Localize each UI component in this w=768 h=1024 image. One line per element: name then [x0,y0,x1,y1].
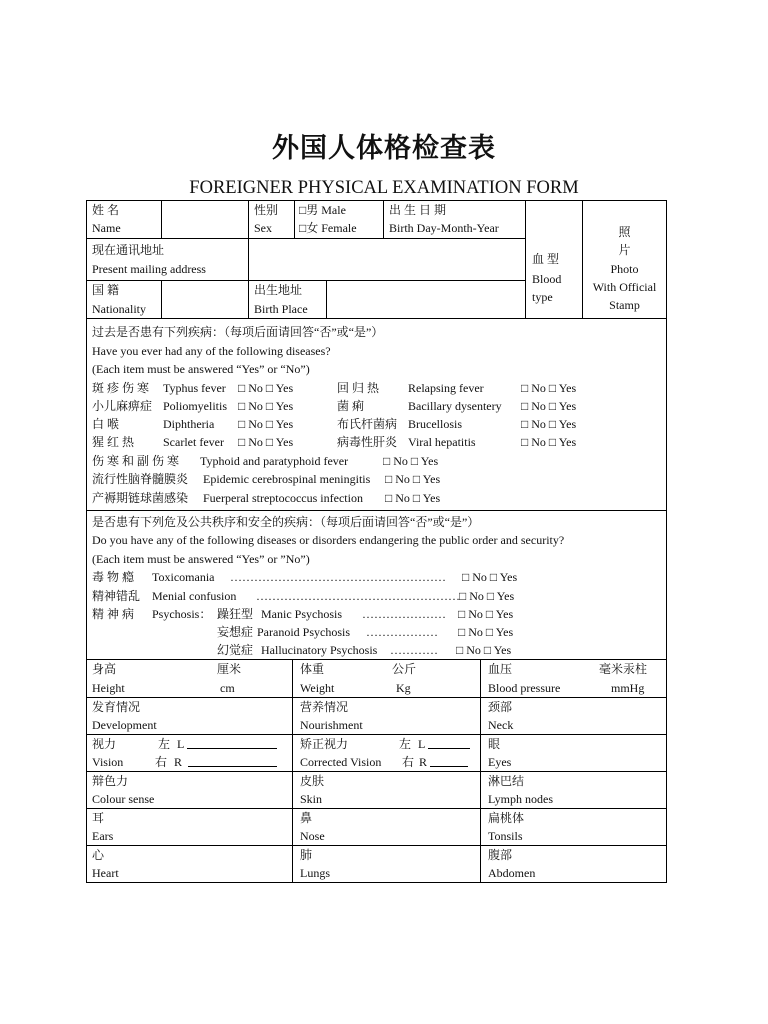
disease-answer-checkbox[interactable]: □ No □ Yes [238,381,294,395]
disease-answer-checkbox[interactable]: □ No □ Yes [521,381,577,395]
skin-label-cn: 皮肤 [300,774,325,788]
corrected-left-cn: 左 [399,737,412,751]
menial-label-cn: 精神错乱 [92,589,141,603]
disease-label-en: Viral hepatitis [408,435,476,449]
leader-dots: ……………………………………………… [230,570,446,584]
neck-label-cn: 颈部 [488,700,513,714]
eyes-label-cn: 眼 [488,737,501,751]
paranoid-label-en: Paranoid Psychosis [257,625,350,639]
paranoid-label-cn: 妄想症 [217,625,254,639]
weight-unit-cn: 公斤 [392,662,417,676]
colour-sense-label-cn: 辩色力 [92,774,129,788]
heart-label-cn: 心 [92,848,105,862]
toxicomania-label-en: Toxicomania [152,570,215,584]
disease-answer-checkbox[interactable]: □ No □ Yes [521,417,577,431]
puerperal-answer-checkbox[interactable]: □ No □ Yes [385,491,441,505]
meningitis-label-cn: 流行性脑脊髓膜炎 [92,472,189,486]
height-unit-cn: 厘米 [217,662,242,676]
halluc-label-cn: 幻觉症 [217,643,254,657]
lymph-label-en: Lymph nodes [488,792,553,806]
birthday-label-cn: 出 生 日 期 [389,203,447,217]
birthplace-label-cn: 出生地址 [254,283,303,297]
nationality-field[interactable] [162,281,247,317]
disease-answer-checkbox[interactable]: □ No □ Yes [521,435,577,449]
disease-label-cn: 白 喉 [92,417,120,431]
vision-label-en: Vision [92,755,124,769]
height-label-en: Height [92,681,125,695]
disorders-header-cn: 是否患有下列危及公共秩序和安全的疾病：（每项后面请回答“否”或“是”） [92,515,480,529]
corrected-right-cn: 右 [402,755,415,769]
photo-label-en-3: Stamp [609,298,640,312]
corrected-right-field[interactable] [430,755,468,767]
photo-label-cn: 照 [618,225,631,239]
diseases-header-cn: 过去是否患有下列疾病：（每项后面请回答“否”或“是”） [92,325,384,339]
sex-label-cn: 性别 [254,203,279,217]
nationality-label-cn: 国 籍 [92,283,120,297]
leader-dots: …………………………………………… [256,589,460,603]
photo-label-en: Photo [610,262,639,276]
weight-unit-en: Kg [396,681,411,695]
disease-label-cn: 猩 红 热 [92,435,135,449]
abdomen-label-en: Abdomen [488,866,536,880]
vision-label-cn: 视力 [92,737,117,751]
corrected-vision-label-cn: 矫正视力 [300,737,349,751]
disease-answer-checkbox[interactable]: □ No □ Yes [238,399,294,413]
manic-label-en: Manic Psychosis [261,607,342,621]
bp-label-en: Blood pressure [488,681,561,695]
disease-label-cn: 斑 疹 伤 寒 [92,381,150,395]
bp-label-cn: 血压 [488,662,513,676]
disease-label-en: Bacillary dysentery [408,399,502,413]
address-label-en: Present mailing address [92,262,206,276]
puerperal-label-cn: 产褥期链球菌感染 [92,491,189,505]
nourishment-label-en: Nourishment [300,718,363,732]
form-title-chinese: 外国人体格检查表 [272,133,496,164]
disease-label-cn: 病毒性肝炎 [337,435,398,449]
lungs-label-cn: 肺 [300,848,313,862]
diseases-header-en: Have you ever had any of the following diseases? [92,344,331,358]
blood-type-label-en-2: type [532,290,553,304]
ears-label-cn: 耳 [92,811,105,825]
diseases-note: (Each item must be answered “Yes” or “No”) [92,362,310,376]
typhoid-answer-checkbox[interactable]: □ No □ Yes [383,454,439,468]
typhoid-label-en: Typhoid and paratyphoid fever [200,454,349,468]
bp-unit-en: mmHg [611,681,645,695]
development-label-en: Development [92,718,157,732]
corrected-vision-label-en: Corrected Vision [300,755,382,769]
heart-label-en: Heart [92,866,119,880]
corrected-right-label: R [419,755,428,769]
birthplace-label-en: Birth Place [254,302,308,316]
leader-dots: ……………… [366,625,438,639]
corrected-left-field[interactable] [428,737,470,749]
photo-label-en-2: With Official [592,280,657,294]
disease-label-en: Relapsing fever [408,381,484,395]
nourishment-label-cn: 营养情况 [300,700,349,714]
birthplace-field[interactable] [327,281,524,317]
sex-female-checkbox[interactable]: □女 Female [299,221,357,235]
height-unit-en: cm [220,681,235,695]
disorders-header-en: Do you have any of the following diseases or disorders endangering the public order and security? [92,533,565,547]
bp-unit-cn: 毫米汞柱 [599,662,648,676]
skin-label-en: Skin [300,792,323,806]
nose-label-en: Nose [300,829,325,843]
vision-right-field[interactable] [188,755,277,767]
halluc-label-en: Hallucinatory Psychosis [261,643,378,657]
leader-dots: ………… [390,643,438,657]
manic-answer-checkbox[interactable]: □ No □ Yes [458,607,514,621]
name-field[interactable] [162,201,247,237]
disease-answer-checkbox[interactable]: □ No □ Yes [521,399,577,413]
sex-label-en: Sex [254,221,272,235]
puerperal-label-en: Fuerperal streptococcus infection [203,491,363,505]
vision-left-label: L [177,737,185,751]
abdomen-label-cn: 腹部 [488,848,513,862]
blood-type-label-en: Blood [532,272,562,286]
disease-answer-checkbox[interactable]: □ No □ Yes [238,435,294,449]
blood-type-label-cn: 血 型 [532,252,560,266]
name-label-en: Name [92,221,121,235]
toxicomania-answer-checkbox[interactable]: □ No □ Yes [462,570,518,584]
meningitis-answer-checkbox[interactable]: □ No □ Yes [385,472,441,486]
disease-label-en: Typhus fever [163,381,226,395]
weight-label-cn: 体重 [300,662,325,676]
tonsils-label-cn: 扁桃体 [488,811,525,825]
colour-sense-label-en: Colour sense [92,792,155,806]
vision-left-field[interactable] [187,737,277,749]
meningitis-label-en: Epidemic cerebrospinal meningitis [203,472,371,486]
halluc-answer-checkbox[interactable]: □ No □ Yes [456,643,512,657]
disease-label-en: Diphtheria [163,417,215,431]
disease-label-cn: 小儿麻痹症 [92,399,153,413]
sex-male-checkbox[interactable]: □男 Male [299,203,346,217]
disease-label-cn: 菌 痢 [337,399,365,413]
corrected-left-label: L [418,737,426,751]
address-field[interactable] [249,239,524,279]
leader-dots: ………………… [362,607,446,621]
typhoid-label-cn: 伤 寒 和 副 伤 寒 [92,454,180,468]
disease-label-en: Scarlet fever [163,435,224,449]
lymph-label-cn: 淋巴结 [488,774,525,788]
disease-label-en: Poliomyelitis [163,399,228,413]
vision-right-label: R [174,755,183,769]
disorders-note: (Each item must be answered “Yes” or ”No”) [92,552,310,566]
name-label-cn: 姓 名 [92,203,120,217]
birthday-label-en: Birth Day-Month-Year [389,221,499,235]
vision-right-cn: 右 [155,755,168,769]
ears-label-en: Ears [92,829,114,843]
paranoid-answer-checkbox[interactable]: □ No □ Yes [458,625,514,639]
psychosis-label-cn: 精 神 病 [92,607,135,621]
vision-left-cn: 左 [158,737,171,751]
address-label-cn: 现在通讯地址 [92,243,165,257]
neck-label-en: Neck [488,718,514,732]
disease-label-en: Brucellosis [408,417,462,431]
manic-label-cn: 躁狂型 [217,607,254,621]
development-label-cn: 发育情况 [92,700,141,714]
toxicomania-label-cn: 毒 物 瘾 [92,570,135,584]
menial-label-en: Menial confusion [152,589,237,603]
height-label-cn: 身高 [92,662,117,676]
form-title-english: FOREIGNER PHYSICAL EXAMINATION FORM [189,178,579,198]
tonsils-label-en: Tonsils [488,829,523,843]
menial-answer-checkbox[interactable]: □ No □ Yes [459,589,515,603]
weight-label-en: Weight [300,681,335,695]
psychosis-label-en: Psychosis： [152,607,212,621]
disease-answer-checkbox[interactable]: □ No □ Yes [238,417,294,431]
nose-label-cn: 鼻 [300,811,313,825]
eyes-label-en: Eyes [488,755,512,769]
disease-label-cn: 布氏杆菌病 [337,417,398,431]
nationality-label-en: Nationality [92,302,146,316]
photo-label-cn-2: 片 [618,243,631,257]
lungs-label-en: Lungs [300,866,330,880]
disease-label-cn: 回 归 热 [337,381,380,395]
